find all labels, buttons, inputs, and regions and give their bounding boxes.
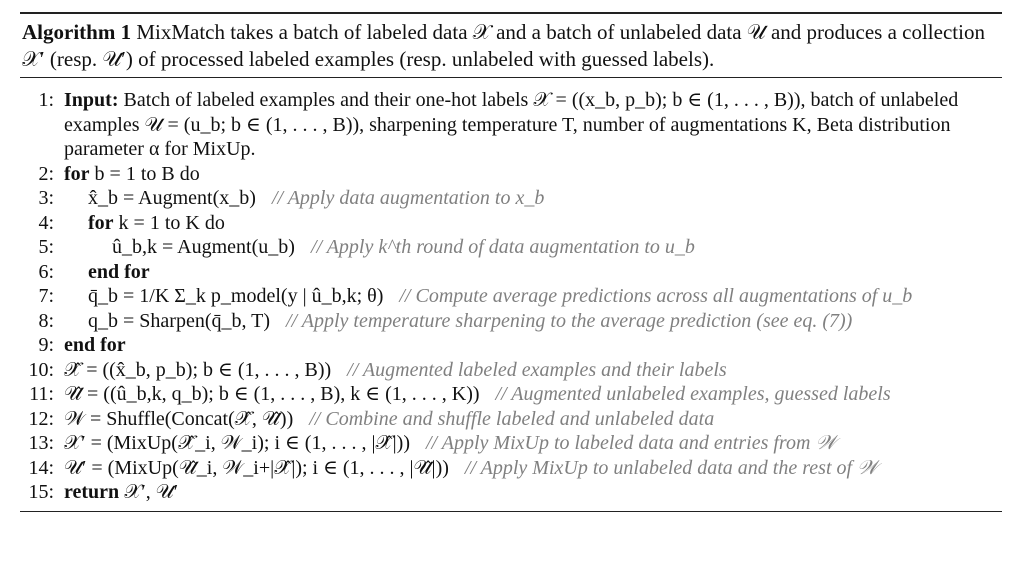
algo-line-4 bbox=[20, 211, 1002, 236]
line-text: k = 1 to K do bbox=[118, 211, 225, 234]
line-comment: // Augmented labeled examples and their labels bbox=[347, 358, 727, 381]
algo-line-9 bbox=[20, 333, 1002, 358]
algorithm-lines bbox=[20, 78, 1002, 505]
algorithm-box bbox=[20, 12, 1002, 512]
line-comment: // Augmented unlabeled examples, guessed labels bbox=[495, 383, 891, 405]
line-number: 6: bbox=[38, 260, 54, 283]
line-text: x̂_b = Augment(x_b) bbox=[88, 187, 256, 209]
line-number: 12: bbox=[28, 407, 54, 430]
line-number: 13: bbox=[28, 432, 54, 454]
line-comment: // Apply MixUp to unlabeled data and the rest of 𝒲 bbox=[464, 456, 879, 479]
algo-line-13 bbox=[20, 431, 1002, 456]
algo-line-3 bbox=[20, 186, 1002, 211]
line-text: q_b = Sharpen(q̄_b, T) bbox=[88, 309, 270, 332]
line-number: 9: bbox=[38, 334, 54, 356]
line-text: û_b,k = Augment(u_b) bbox=[112, 236, 295, 258]
keyword: for bbox=[64, 162, 90, 185]
line-number: 10: bbox=[28, 358, 54, 381]
line-number: 1: bbox=[38, 89, 54, 111]
keyword: end for bbox=[88, 260, 150, 283]
line-number: 15: bbox=[28, 481, 54, 503]
line-text: Batch of labeled examples and their one-hot labels 𝒳 = ((x_b, p_b); b ∈ (1, . . . , B)), batch of unlabeled examples 𝒰 = (u_b; b ∈ (1, . . . , B)), sharpening temperature T, number of augmentations K, Beta distribution parameter α for MixUp. bbox=[64, 89, 959, 160]
algo-line-14 bbox=[20, 456, 1002, 481]
line-text: b = 1 to B do bbox=[94, 162, 200, 185]
keyword: return bbox=[64, 481, 120, 503]
keyword: for bbox=[88, 211, 114, 234]
algo-line-10 bbox=[20, 358, 1002, 383]
bottom-rule bbox=[20, 511, 1002, 512]
algo-line-12 bbox=[20, 407, 1002, 432]
keyword: end for bbox=[64, 334, 126, 356]
line-number: 3: bbox=[38, 187, 54, 209]
line-number: 14: bbox=[28, 456, 54, 479]
line-comment: // Compute average predictions across all augmentations of u_b bbox=[399, 285, 913, 307]
algorithm-caption bbox=[20, 14, 1002, 73]
line-text: 𝒰′ = (MixUp(𝒰̂_i, 𝒲_i+|𝒳̂|); i ∈ (1, . . . , |𝒰̂|)) bbox=[64, 456, 449, 479]
line-number: 8: bbox=[38, 309, 54, 332]
algo-line-8 bbox=[20, 309, 1002, 334]
line-text: q̄_b = 1/K Σ_k p_model(y | û_b,k; θ) bbox=[88, 285, 384, 307]
keyword: Input: bbox=[64, 89, 119, 111]
algo-line-7 bbox=[20, 284, 1002, 309]
algo-line-1 bbox=[20, 88, 1002, 162]
algo-line-11 bbox=[20, 382, 1002, 407]
algo-line-15 bbox=[20, 480, 1002, 505]
line-comment: // Apply k^th round of data augmentation to u_b bbox=[310, 236, 695, 258]
algo-line-2 bbox=[20, 162, 1002, 187]
line-text: 𝒳̂ = ((x̂_b, p_b); b ∈ (1, . . . , B)) bbox=[64, 358, 332, 381]
line-number: 11: bbox=[29, 383, 54, 405]
algo-line-5 bbox=[20, 235, 1002, 260]
line-number: 5: bbox=[38, 236, 54, 258]
line-number: 7: bbox=[38, 285, 54, 307]
line-text: 𝒳′ = (MixUp(𝒳̂_i, 𝒲_i); i ∈ (1, . . . , |𝒳̂|)) bbox=[64, 432, 410, 454]
line-text: 𝒳′, 𝒰′ bbox=[124, 481, 179, 503]
line-number: 4: bbox=[38, 211, 54, 234]
line-comment: // Apply temperature sharpening to the average prediction (see eq. (7)) bbox=[286, 309, 853, 332]
line-number: 2: bbox=[38, 162, 54, 185]
algorithm-caption-text: MixMatch takes a batch of labeled data 𝒳 and a batch of unlabeled data 𝒰 and produces a collection 𝒳′ (resp. 𝒰′) of processed labeled examples (resp. unlabeled with guessed labels). bbox=[22, 20, 985, 71]
line-comment: // Combine and shuffle labeled and unlabeled data bbox=[309, 407, 715, 430]
line-text: 𝒰̂ = ((û_b,k, q_b); b ∈ (1, . . . , B), k ∈ (1, . . . , K)) bbox=[64, 383, 480, 405]
algorithm-label: Algorithm 1 bbox=[22, 20, 132, 44]
line-text: 𝒲 = Shuffle(Concat(𝒳̂, 𝒰̂)) bbox=[64, 407, 294, 430]
line-comment: // Apply data augmentation to x_b bbox=[271, 187, 545, 209]
line-comment: // Apply MixUp to labeled data and entries from 𝒲 bbox=[426, 432, 837, 454]
algo-line-6 bbox=[20, 260, 1002, 285]
